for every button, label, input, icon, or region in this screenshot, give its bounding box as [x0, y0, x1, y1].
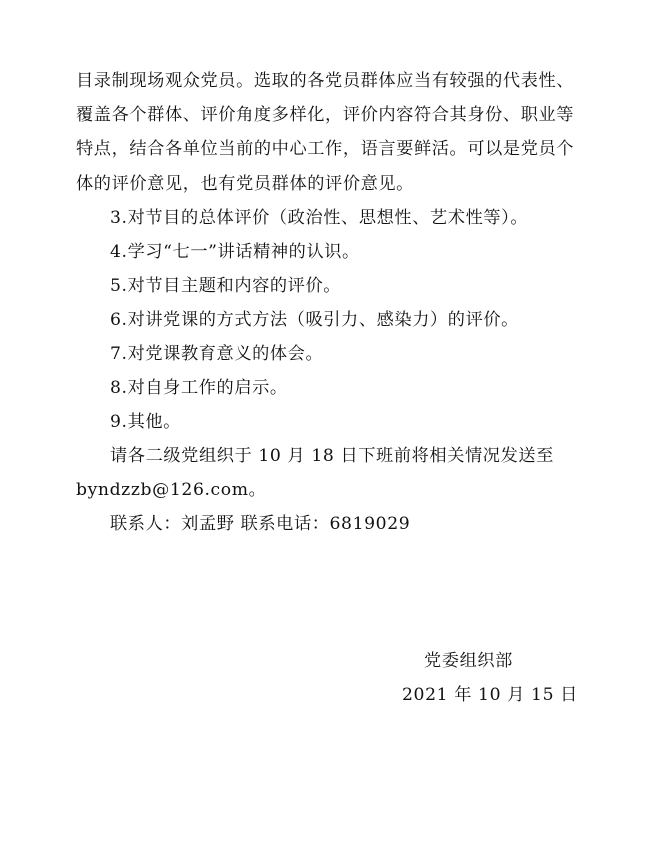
signature-org: 党委组织部 [424, 651, 513, 671]
list-item: 5.对节目主题和内容的评价。 [110, 276, 342, 296]
notice-text: 请各二级党组织于 10 月 18 日下班前将相关情况发送至 [110, 446, 554, 466]
list-item: 4.学习“七一”讲话精神的认识。 [110, 242, 360, 262]
email-address: byndzzb@126.com。 [76, 480, 267, 500]
list-item: 9.其他。 [110, 412, 181, 432]
paragraph-line: 体的评价意见，也有党员群体的评价意见。 [76, 174, 414, 194]
paragraph-line: 目录制现场观众党员。选取的各党员群体应当有较强的代表性、 [76, 71, 575, 91]
list-item: 8.对自身工作的启示。 [110, 378, 288, 398]
paragraph-line: 覆盖各个群体、评价角度多样化，评价内容符合其身份、职业等 [76, 105, 575, 125]
list-item: 3.对节目的总体评价（政治性、思想性、艺术性等）。 [110, 208, 529, 228]
list-item: 7.对党课教育意义的体会。 [110, 344, 324, 364]
paragraph-line: 特点，结合各单位当前的中心工作，语言要鲜活。可以是党员个 [76, 139, 575, 159]
signature-date: 2021 年 10 月 15 日 [402, 685, 578, 705]
contact-info: 联系人：刘孟野 联系电话：6819029 [110, 514, 411, 534]
list-item: 6.对讲党课的方式方法（吸引力、感染力）的评价。 [110, 310, 519, 330]
